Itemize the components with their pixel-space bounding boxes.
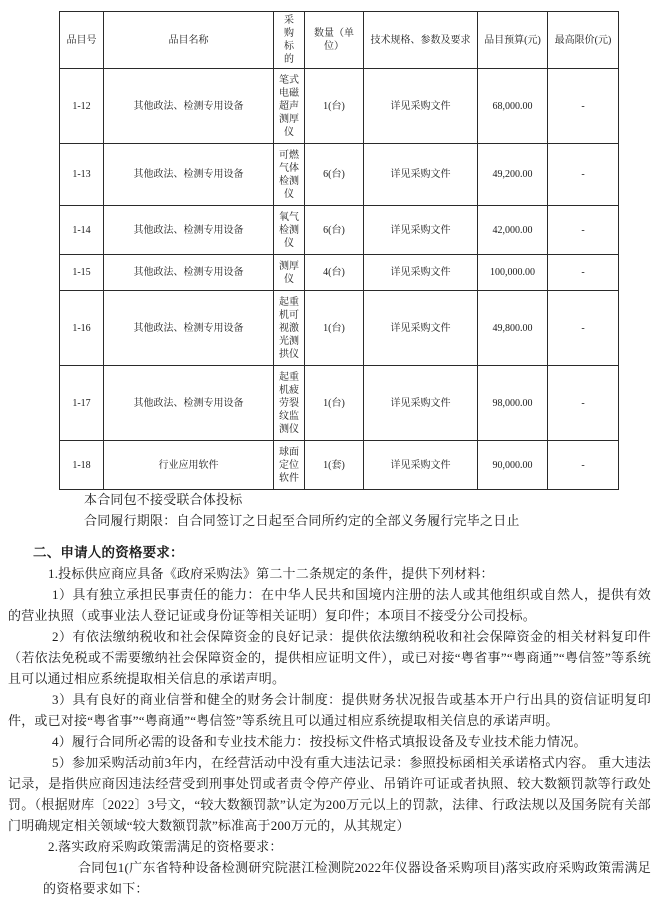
cell-item-no: 1-12 [60, 69, 104, 144]
cell-item-no: 1-15 [60, 255, 104, 291]
cell-quantity: 1(台) [305, 291, 364, 366]
paragraph-policy-requirements: 2.落实政府采购政策需满足的资格要求： [48, 839, 283, 854]
paragraph-1-civil-liability: 1）具有独立承担民事责任的能力：在中华人民共和国境内注册的法人或其他组织或自然人，提供有效的营业执照（或事业法人登记证或身份证等相关证明）复印件；本项目不接受分公司投标。 [8, 587, 651, 623]
cell-item-no: 1-14 [60, 206, 104, 255]
cell-item-name: 其他政法、检测专用设备 [104, 69, 274, 144]
cell-quantity: 1(套) [305, 441, 364, 490]
cell-budget: 90,000.00 [478, 441, 548, 490]
table-row [60, 291, 619, 366]
cell-spec: 详见采购文件 [364, 366, 478, 441]
cell-budget: 98,000.00 [478, 366, 548, 441]
cell-quantity: 1(台) [305, 69, 364, 144]
procurement-items-table [59, 11, 619, 490]
cell-max-price: - [548, 291, 619, 366]
paragraph-3-business-reputation: 3）具有良好的商业信誉和健全的财务会计制度：提供财务状况报告或基本开户行出具的资信证明复印件，或已对接“粤省事”“粤商通”“粤信签”等系统且可以通过相应系统提取相关信息的承诺声明。 [8, 692, 651, 728]
cell-item-no: 1-16 [60, 291, 104, 366]
cell-max-price: - [548, 255, 619, 291]
paragraph-5-no-major-violations: 5）参加采购活动前3年内，在经营活动中没有重大违法记录：参照投标函相关承诺格式内容。 重大违法记录，是指供应商因违法经营受到刑事处罚或者责令停产停业、吊销许可证或者执照、较大数额罚款等行政处罚。（根据财库〔2022〕3号文，“较大数额罚款”认定为200万元以上的罚款，法律、行政法规以及国务院有关部门明确规定相关领域“较大数额罚款”标准高于200万元的，从其规定） [8, 755, 651, 833]
col-header-target [274, 12, 305, 69]
table-row [60, 69, 619, 144]
cell-target-text: 起重机疲劳裂纹监测仪 [279, 371, 299, 435]
cell-budget: 42,000.00 [478, 206, 548, 255]
paragraph-supplier-conditions: 1.投标供应商应具备《政府采购法》第二十二条规定的条件，提供下列材料： [48, 566, 494, 581]
cell-budget: 49,200.00 [478, 144, 548, 206]
cell-item-name: 行业应用软件 [104, 441, 274, 490]
table-row [60, 366, 619, 441]
cell-budget: 49,800.00 [478, 291, 548, 366]
cell-budget: 100,000.00 [478, 255, 548, 291]
table-row [60, 144, 619, 206]
cell-spec: 详见采购文件 [364, 291, 478, 366]
cell-spec: 详见采购文件 [364, 144, 478, 206]
paragraph-contract-package-1: 合同包1(广东省特种设备检测研究院湛江检测院2022年仪器设备采购项目)落实政府采购政策需满足的资格要求如下： [43, 860, 651, 896]
cell-target [274, 366, 305, 441]
col-header-quantity: 数量（单位） [305, 12, 364, 69]
note-no-consortium: 本合同包不接受联合体投标 [84, 492, 243, 507]
cell-item-name: 其他政法、检测专用设备 [104, 206, 274, 255]
cell-max-price: - [548, 206, 619, 255]
paragraph-4-equipment-capability: 4）履行合同所必需的设备和专业技术能力：按投标文件格式填报设备及专业技术能力情况。 [52, 734, 587, 749]
note-performance-period: 合同履行期限：自合同签订之日起至合同所约定的全部义务履行完毕之日止 [84, 513, 520, 528]
cell-target [274, 144, 305, 206]
cell-item-name: 其他政法、检测专用设备 [104, 291, 274, 366]
cell-target [274, 206, 305, 255]
col-header-spec: 技术规格、参数及要求 [364, 12, 478, 69]
cell-target-text: 可燃气体检测仪 [279, 149, 299, 200]
cell-spec: 详见采购文件 [364, 206, 478, 255]
cell-target [274, 255, 305, 291]
cell-quantity: 6(台) [305, 144, 364, 206]
table-row [60, 206, 619, 255]
paragraph-2-tax-social-security: 2）有依法缴纳税收和社会保障资金的良好记录：提供依法缴纳税收和社会保障资金的相关材料复印件（若依法免税或不需要缴纳社会保障资金的，提供相应证明文件），或已对接“粤省事”“粤商通”“粤信签”等系统且可以通过相应系统提取相关信息的承诺声明。 [8, 629, 651, 686]
table-header-row [60, 12, 619, 69]
cell-target-text: 笔式电磁超声测厚仪 [279, 74, 299, 138]
col-header-budget: 品目预算(元) [478, 12, 548, 69]
cell-item-name: 其他政法、检测专用设备 [104, 144, 274, 206]
cell-item-no: 1-17 [60, 366, 104, 441]
cell-budget: 68,000.00 [478, 69, 548, 144]
cell-max-price: - [548, 441, 619, 490]
cell-item-no: 1-13 [60, 144, 104, 206]
cell-spec: 详见采购文件 [364, 69, 478, 144]
cell-spec: 详见采购文件 [364, 441, 478, 490]
col-header-max-price: 最高限价(元) [548, 12, 619, 69]
document-text-block [8, 489, 651, 899]
cell-target-text: 氧气检测仪 [279, 211, 299, 249]
col-header-target-text: 采购标的 [284, 15, 294, 65]
col-header-item-no: 品目号 [60, 12, 104, 69]
cell-quantity: 1(台) [305, 366, 364, 441]
cell-target-text: 测厚仪 [279, 260, 299, 285]
cell-max-price: - [548, 69, 619, 144]
cell-item-no: 1-18 [60, 441, 104, 490]
cell-item-name: 其他政法、检测专用设备 [104, 366, 274, 441]
table-row [60, 255, 619, 291]
cell-spec: 详见采购文件 [364, 255, 478, 291]
cell-target-text: 球面定位软件 [279, 446, 299, 484]
cell-max-price: - [548, 144, 619, 206]
section-heading-applicant-qualifications: 二、申请人的资格要求： [33, 545, 184, 560]
cell-target [274, 441, 305, 490]
col-header-item-name: 品目名称 [104, 12, 274, 69]
cell-target [274, 291, 305, 366]
cell-item-name: 其他政法、检测专用设备 [104, 255, 274, 291]
cell-quantity: 4(台) [305, 255, 364, 291]
cell-max-price: - [548, 366, 619, 441]
cell-quantity: 6(台) [305, 206, 364, 255]
cell-target-text: 起重机可视激光测拱仪 [279, 296, 299, 360]
table-row [60, 441, 619, 490]
cell-target [274, 69, 305, 144]
